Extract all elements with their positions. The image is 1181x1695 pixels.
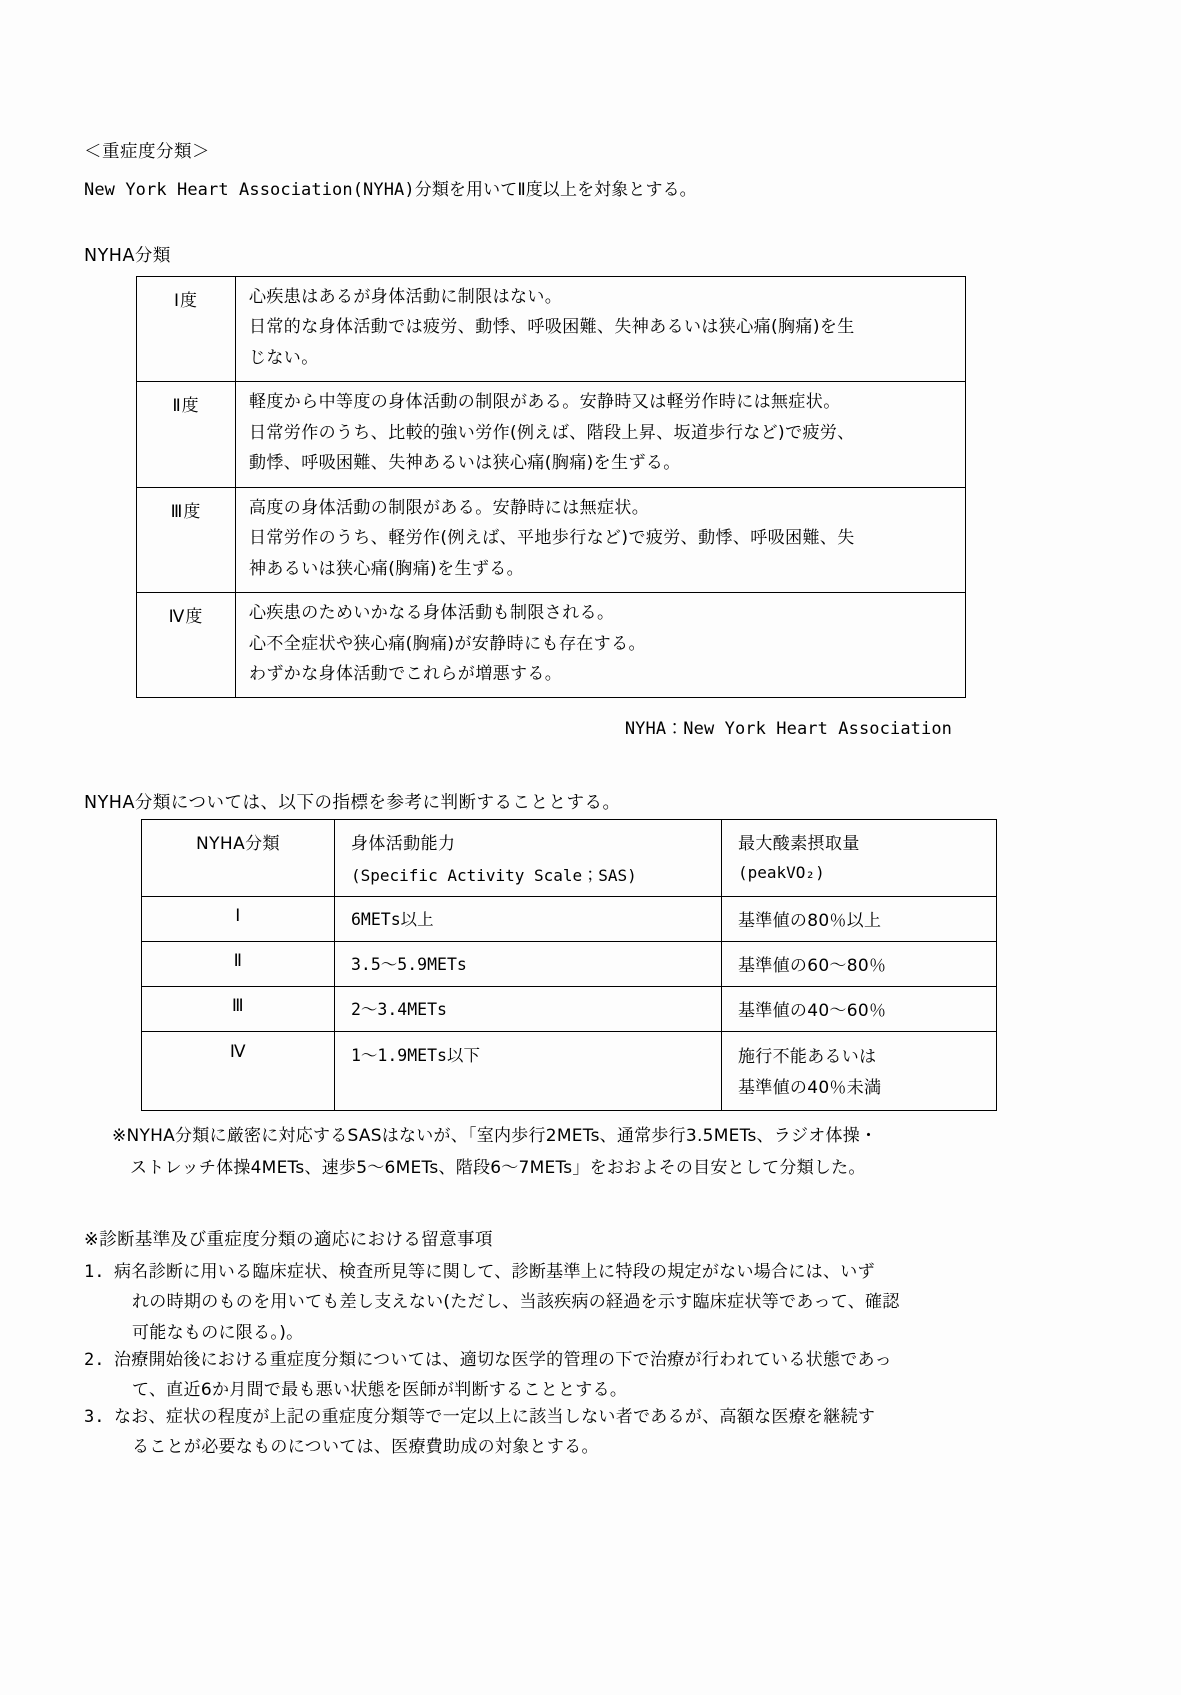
list-item-number: 2. xyxy=(84,1349,105,1370)
peakvo2-value: 基準値の40〜60％ xyxy=(738,1001,887,1022)
sas-value: 3.5〜5.9METs xyxy=(351,955,467,975)
description-line: 日常労作のうち、比較的強い労作(例えば、階段上昇、坂道歩行など)で疲労、 xyxy=(249,422,855,443)
sas-row-sas xyxy=(335,942,722,987)
list-item-number: 1. xyxy=(84,1262,105,1283)
list-item-body xyxy=(114,1348,964,1402)
list-item-body xyxy=(114,1260,964,1344)
document-content xyxy=(84,138,964,1462)
nyha-degree-cell: Ⅲ度 xyxy=(137,487,236,592)
header-sublabel: (peakVO₂) xyxy=(738,863,825,883)
nyha-description-cell xyxy=(236,487,966,592)
description-line: 軽度から中等度の身体活動の制限がある。安静時又は軽労作時には無症状。 xyxy=(249,392,841,413)
description-line: 心疾患のためいかなる身体活動も制限される。 xyxy=(249,603,615,624)
nyha-description-cell xyxy=(236,382,966,487)
header-label: 最大酸素摂取量 xyxy=(738,834,860,855)
sas-row-sas xyxy=(335,897,722,942)
roman-numeral: Ⅰ xyxy=(235,906,241,927)
roman-numeral: Ⅳ xyxy=(229,1042,247,1063)
sas-row-peakvo2 xyxy=(722,1032,997,1111)
description-line: 日常的な身体活動では疲労、動悸、呼吸困難、失神あるいは狭心痛(胸痛)を生 xyxy=(249,317,855,338)
peakvo2-value: 基準値の60〜80％ xyxy=(738,956,887,977)
list-item-line: て、直近6か月間で最も悪い状態を医師が判断することとする。 xyxy=(132,1379,628,1400)
description-line: 動悸、呼吸困難、失神あるいは狭心痛(胸痛)を生ずる。 xyxy=(249,453,681,474)
table-row xyxy=(137,487,966,592)
nyha-degree-cell: Ⅱ度 xyxy=(137,382,236,487)
header-sublabel: (Specific Activity Scale；SAS) xyxy=(351,866,637,886)
sas-row-nyha xyxy=(142,1032,335,1111)
description-line: 心不全症状や狭心痛(胸痛)が安静時にも存在する。 xyxy=(249,633,646,654)
list-item xyxy=(84,1405,964,1459)
sas-row-nyha xyxy=(142,897,335,942)
header-cell-sas xyxy=(335,820,722,897)
list-item-line: ることが必要なものについては、医療費助成の対象とする。 xyxy=(132,1437,599,1458)
description-line: わずかな身体活動でこれらが増悪する。 xyxy=(249,663,563,684)
header-cell-peakvo2 xyxy=(722,820,997,897)
sas-row-sas xyxy=(335,987,722,1032)
table-header-row xyxy=(142,820,997,897)
sas-row-peakvo2 xyxy=(722,897,997,942)
sas-value: 2〜3.4METs xyxy=(351,1000,447,1020)
nyha-degree-cell: Ⅳ度 xyxy=(137,593,236,698)
peakvo2-value: 基準値の40％未満 xyxy=(738,1078,882,1099)
list-item-line: れの時期のものを用いても差し支えない(ただし、当該疾病の経過を示す臨床症状等であって、確認 xyxy=(132,1292,900,1313)
roman-numeral: Ⅲ xyxy=(231,996,245,1017)
table-row xyxy=(137,593,966,698)
section-heading: ＜重症度分類＞ xyxy=(84,142,210,162)
description-line: じない。 xyxy=(249,347,319,368)
description-line: 日常労作のうち、軽労作(例えば、平地歩行など)で疲労、動悸、呼吸困難、失 xyxy=(249,528,855,549)
sas-row-peakvo2 xyxy=(722,942,997,987)
description-line: 心疾患はあるが身体活動に制限はない。 xyxy=(249,287,563,307)
header-label: 身体活動能力 xyxy=(351,834,456,855)
list-item-line: 病名診断に用いる臨床症状、検査所見等に関して、診断基準上に特段の規定がない場合には、いず xyxy=(114,1262,875,1283)
table-row xyxy=(137,277,966,382)
peakvo2-value: 施行不能あるいは xyxy=(738,1047,877,1068)
sas-value: 6METs以上 xyxy=(351,910,434,930)
table-row xyxy=(142,942,997,987)
note-line: ※NYHA分類に厳密に対応するSASはないが、「室内歩行2METs、通常歩行3.5METs、ラジオ体操・ xyxy=(112,1126,878,1147)
list-item xyxy=(84,1260,964,1344)
intro-line: New York Heart Association(NYHA)分類を用いてⅡ度以上を対象とする。 xyxy=(84,180,697,200)
list-item-line: 治療開始後における重症度分類については、適切な医学的管理の下で治療が行われている状態であっ xyxy=(114,1349,892,1370)
header-cell-nyha xyxy=(142,820,335,897)
list-item-line: なお、症状の程度が上記の重症度分類等で一定以上に該当しない者であるが、高額な医療を継続す xyxy=(114,1406,876,1427)
list-item-line: 可能なものに限る。)。 xyxy=(132,1322,304,1343)
description-line: 高度の身体活動の制限がある。安静時には無症状。 xyxy=(249,497,650,518)
list-item xyxy=(84,1348,964,1402)
description-line: 神あるいは狭心痛(胸痛)を生ずる。 xyxy=(249,558,525,579)
sas-row-nyha xyxy=(142,942,335,987)
sas-value: 1〜1.9METs以下 xyxy=(351,1046,480,1066)
list-item-number: 3. xyxy=(84,1406,105,1427)
table-row xyxy=(142,987,997,1032)
nyha-degree-cell: Ⅰ度 xyxy=(137,277,236,382)
peakvo2-value: 基準値の80％以上 xyxy=(738,911,882,932)
notices-list xyxy=(84,1260,964,1459)
sas-peakvo2-table xyxy=(141,819,997,1111)
sas-lead-text: NYHA分類については、以下の指標を参考に判断することとする。 xyxy=(84,793,621,814)
nyha-description-cell xyxy=(236,593,966,698)
nyha-attribution: NYHA：New York Heart Association xyxy=(624,719,952,740)
nyha-table-label: NYHA分類 xyxy=(84,246,171,266)
sas-row-sas xyxy=(335,1032,722,1111)
notices-title: ※診断基準及び重症度分類の適応における留意事項 xyxy=(84,1230,493,1251)
list-item-body xyxy=(114,1405,964,1459)
sas-row-peakvo2 xyxy=(722,987,997,1032)
table-row xyxy=(137,382,966,487)
sas-row-nyha xyxy=(142,987,335,1032)
nyha-classification-table xyxy=(136,276,966,698)
note-line: ストレッチ体操4METs、速歩5〜6METs、階段6〜7METs」をおおよその目安として分類した。 xyxy=(130,1158,866,1179)
table-row xyxy=(142,897,997,942)
nyha-description-cell xyxy=(236,277,966,382)
roman-numeral: Ⅱ xyxy=(233,951,243,972)
sas-note xyxy=(84,1125,964,1180)
table-row xyxy=(142,1032,997,1111)
header-label: NYHA分類 xyxy=(196,834,280,855)
